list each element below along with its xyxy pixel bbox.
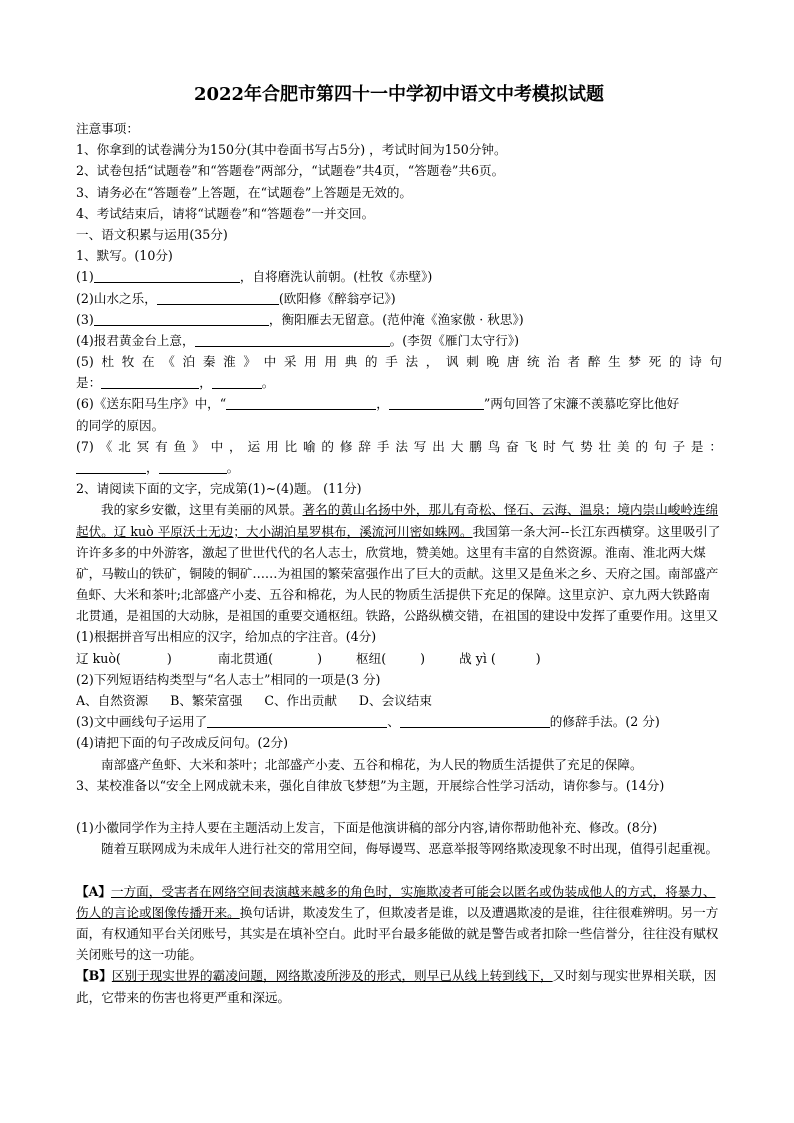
option-a[interactable]: A、自然资源 (76, 692, 149, 708)
answer-blank[interactable] (389, 395, 484, 410)
dictation-line-3: (3) ，衡阳雁去无留意。(范仲淹《渔家傲 · 秋思》) (76, 311, 524, 327)
option-c[interactable]: C、作出贡献 (264, 692, 337, 708)
dictation-line-5: (5)杜牧在《泊秦淮》中采用用典的手法，讽刺晚唐统治者醉生梦死的诗句 (76, 354, 722, 370)
answer-blank[interactable] (212, 374, 262, 389)
subquestion-3: (3)文中画线句子运用了 、 的修辞手法。(2 分) (76, 714, 660, 730)
speech-paragraph-b: 【B】区别于现实世界的霸凌问题，网络欺凌所涉及的形式，则早已从线上转到线下，又时刻与现实世界相关联，因此，它带来的伤害也将更严重和深远。 (76, 968, 717, 1005)
notice-item: 1、你拿到的试卷满分为150分(其中卷面书写占5分) ，考试时间为150分钟。 (76, 142, 507, 158)
question-heading: 3、某校准备以“安全上网成就未来，强化自律放飞梦想”为主题，开展综合性学习活动，请你参与。(14分) (76, 777, 665, 793)
section-heading: 一、语文积累与运用(35分) (76, 226, 228, 242)
page-title: 2022年合肥市第四十一中学初中语文中考模拟试题 (193, 84, 605, 105)
answer-blank[interactable] (159, 459, 227, 474)
notice-heading: 注意事项： (76, 121, 139, 136)
answer-blank[interactable] (157, 290, 279, 305)
answer-blank[interactable] (101, 374, 199, 389)
subquestion-4: (4)请把下面的句子改成反问句。(2分) (76, 735, 288, 751)
dictation-line-6: (6)《送东阳马生序》中，“ ， ”两句回答了宋濂不羡慕吃穿比他好 (76, 396, 680, 412)
options-row (76, 690, 722, 711)
answer-blank[interactable] (207, 713, 387, 728)
answer-blank[interactable] (94, 268, 240, 283)
subquestion-2: (2)下列短语结构类型与“名人志士”相同的一项是(3 分) (76, 671, 381, 687)
underlined-sentence: 著名的黄山名扬中外，那儿有奇松、怪石、云海、温泉；境内崇山峻岭连绵起伏。辽 kuò 平原沃土无边；大小湖泊星罗棋布，溪流河川密如蛛网。 (76, 502, 719, 539)
reading-passage: 我的家乡安徽，这里有美丽的风景。著名的黄山名扬中外，那儿有奇松、怪石、云海、温泉；境内崇山峻岭连绵起伏。辽 kuò 平原沃土无边；大小湖泊星罗棋布，溪流河川密如蛛网。我国第一条大河--长江东西横穿。这里吸引了许许多多的中外游客，激起了世世代代的名人志士，欣赏地，赞美她。这里有丰富的自然资源。淮南、淮北两大煤矿，马鞍山的铁矿，铜陵的铜矿……为祖国的繁荣富强作出了巨大的贡献。这里又是鱼米之乡、天府之国。南部盛产鱼虾、大米和茶叶;北部盛产小麦、五谷和棉花，为人民的物质生活提供下充足的保障。这里京沪、京九两大铁路南北贯通，是祖国的大动脉，是祖国的重要交通枢纽。铁路，公路纵横交错，在祖国的建设中发挥了重要作用。这里又 (76, 502, 721, 624)
subquestion-1: (1)小徽同学作为主持人要在主题活动上发言，下面是他演讲稿的部分内容,请你帮助他补充、修改。(8分) (76, 820, 658, 836)
dictation-line-6b: 的同学的原因。 (76, 417, 165, 433)
underlined-sentence: 一方面，受害者在网络空间表演越来越多的角色时，实施欺凌者可能会以匿名或伪装成他人的方式，将暴力、伤人的言论或图像传播开来。 (76, 883, 716, 920)
dictation-line-1: (1) ，自将磨洗认前朝。(杜牧《赤壁》) (76, 269, 433, 285)
paragraph-tag-a: 【A】 (76, 883, 111, 899)
rewrite-sentence: 南部盛产鱼虾、大米和茶叶；北部盛产小麦、五谷和棉花，为人民的物质生活提供了充足的保障。 (101, 756, 643, 772)
speech-intro: 随着互联网成为未成年人进行社交的常用空间，侮辱谩骂、恶意举报等网络欺凌现象不时出现，值得引起重视。 (101, 841, 719, 857)
paragraph-tag-b: 【B】 (76, 968, 112, 984)
dictation-line-4: (4)报君黄金台上意， 。(李贺《雁门太守行》) (76, 332, 520, 348)
answer-blank[interactable] (226, 395, 376, 410)
subquestion-1: (1)根据拼音写出相应的汉字，给加点的字注音。(4分) (76, 629, 377, 645)
dictation-line-7b: ， 。 (76, 457, 722, 478)
notice-item: 4、考试结束后，请将“试题卷”和“答题卷”一并交回。 (76, 205, 375, 221)
answer-blank[interactable] (400, 713, 550, 728)
underlined-sentence: 区别于现实世界的霸凌问题，网络欺凌所涉及的形式，则早已从线上转到线下， (111, 968, 553, 984)
speech-paragraph-a: 【A】一方面，受害者在网络空间表演越来越多的角色时，实施欺凌者可能会以匿名或伪装成他人的方式，将暴力、伤人的言论或图像传播开来。换句话讲，欺凌发生了，但欺凌者是谁，以及遭遇欺凌的是谁，往往很难辨明。另一方面，有权通知平台关闭账号，其实是在填补空白。此时平台最多能做的就是警告或者扣除一些信誉分，往往没有赋权关闭账号的这一功能。 (76, 883, 719, 963)
question-heading: 2、请阅读下面的文字，完成第(1)~(4)题。 (11分) (76, 481, 362, 497)
answer-blank[interactable] (76, 459, 146, 474)
option-b[interactable]: B、繁荣富强 (170, 692, 243, 708)
answer-blank[interactable] (94, 311, 269, 326)
dictation-line-2: (2)山水之乐， (欧阳修《醉翁亭记》) (76, 290, 396, 306)
dictation-line-5b: 是： ， 。 (76, 375, 275, 391)
notice-item: 2、试卷包括“试题卷”和“答题卷”两部分，“试题卷”共4页，“答题卷”共6页。 (76, 163, 505, 179)
option-d[interactable]: D、会议结束 (358, 692, 432, 708)
answer-blank[interactable] (195, 332, 390, 347)
exam-page (76, 82, 722, 1008)
dictation-line-7: (7)《北冥有鱼》中，运用比喻的修辞手法写出大鹏鸟奋飞时气势壮美的句子是： (76, 438, 722, 454)
question-heading: 1、默写。(10分) (76, 248, 173, 264)
pinyin-items: 辽 kuò( ) 南北贯通( ) 枢纽( ) 战 yì ( ) (76, 650, 541, 666)
notice-item: 3、请务必在“答题卷”上答题，在“试题卷”上答题是无效的。 (76, 184, 413, 200)
